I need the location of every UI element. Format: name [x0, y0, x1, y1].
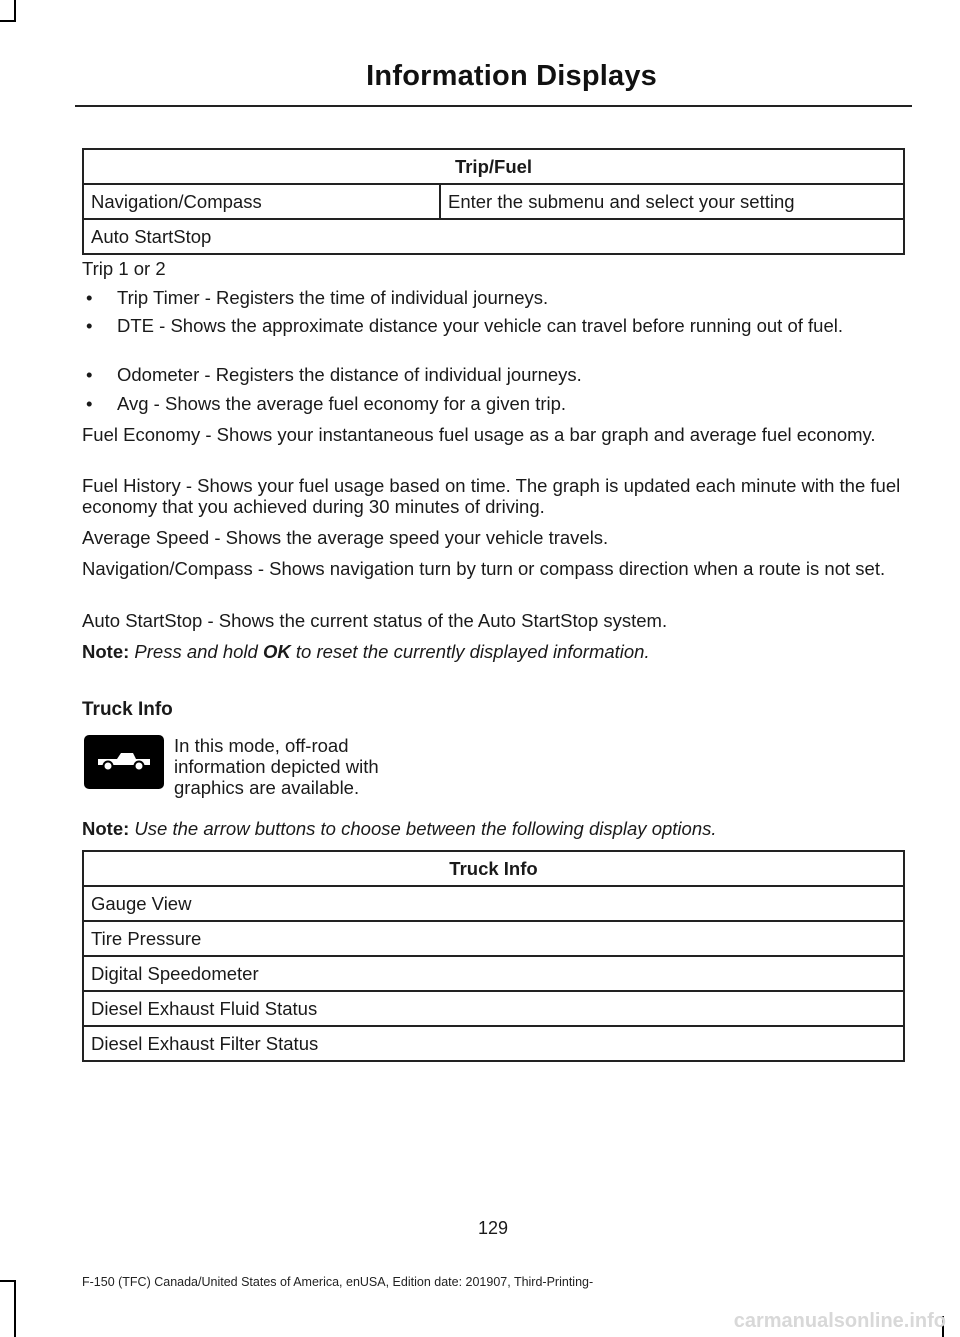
- table-row: [83, 184, 904, 219]
- table-cell: Gauge View: [83, 886, 904, 921]
- table-row: [83, 956, 904, 991]
- table-cell: Tire Pressure: [83, 921, 904, 956]
- watermark: carmanualsonline.info: [733, 1310, 946, 1332]
- edition-footer: F-150 (TFC) Canada/United States of America, enUSA, Edition date: 201907, Third-Printing-: [82, 1275, 594, 1289]
- note-text: Use the arrow buttons to choose between the following display options.: [134, 818, 717, 839]
- table-row: [83, 1026, 904, 1061]
- bullet-marker: •: [86, 364, 93, 385]
- table-row: [83, 886, 904, 921]
- table-cell: Diesel Exhaust Filter Status: [83, 1026, 904, 1061]
- pickup-truck-icon: [84, 735, 164, 789]
- note-text: Press and hold: [134, 641, 263, 662]
- note-label: Note:: [82, 818, 130, 839]
- list-item: [82, 287, 908, 308]
- page-number: 129: [477, 1218, 509, 1238]
- list-item: [82, 393, 908, 414]
- paragraph: Auto StartStop - Shows the current status of the Auto StartStop system.: [82, 610, 668, 631]
- table-row: [83, 991, 904, 1026]
- note-text: to reset the currently displayed information.: [290, 641, 650, 662]
- paragraph: Fuel Economy - Shows your instantaneous fuel usage as a bar graph and average fuel economy.: [82, 424, 876, 445]
- crop-mark: [14, 0, 16, 20]
- section-heading-truck-info: Truck Info: [82, 699, 173, 720]
- table-row: [83, 921, 904, 956]
- list-item: [82, 364, 908, 385]
- paragraph: Average Speed - Shows the average speed your vehicle travels.: [82, 527, 609, 548]
- table-row: [83, 219, 904, 254]
- crop-mark: [0, 1280, 16, 1282]
- list-item: [82, 315, 908, 336]
- ok-key-label: OK: [262, 641, 291, 662]
- note-label: Note:: [82, 641, 130, 662]
- table-cell: Auto StartStop: [83, 219, 904, 254]
- note: [82, 818, 908, 839]
- table-cell: Diesel Exhaust Fluid Status: [83, 991, 904, 1026]
- list-item-text: DTE - Shows the approximate distance your vehicle can travel before running out of fuel.: [117, 315, 843, 336]
- trip-intro: Trip 1 or 2: [82, 258, 166, 279]
- table-heading: Truck Info: [83, 851, 904, 886]
- paragraph: Navigation/Compass - Shows navigation turn by turn or compass direction when a route is not set.: [82, 558, 886, 579]
- crop-mark: [14, 1280, 16, 1337]
- note: [82, 641, 908, 662]
- paragraph: Fuel History - Shows your fuel usage based on time. The graph is updated each minute with the fuel economy that you achieved during 30 minutes of driving.: [82, 475, 901, 517]
- icon-caption: In this mode, off-road information depicted with graphics are available.: [174, 735, 379, 798]
- table-cell: Digital Speedometer: [83, 956, 904, 991]
- bullet-marker: •: [86, 287, 93, 308]
- list-item-text: Odometer - Registers the distance of individual journeys.: [117, 364, 582, 385]
- trip-fuel-table: [82, 148, 905, 255]
- list-item-text: Trip Timer - Registers the time of individual journeys.: [117, 287, 549, 308]
- crop-mark: [0, 20, 16, 22]
- page-title: Information Displays: [366, 60, 657, 92]
- header-divider: [75, 105, 912, 107]
- bullet-marker: •: [86, 315, 93, 336]
- table-cell: Enter the submenu and select your setting: [440, 184, 904, 219]
- list-item-text: Avg - Shows the average fuel economy for a given trip.: [117, 393, 567, 414]
- bullet-marker: •: [86, 393, 93, 414]
- table-heading: Trip/Fuel: [83, 149, 904, 184]
- truck-info-table: [82, 850, 905, 1062]
- table-cell: Navigation/Compass: [83, 184, 440, 219]
